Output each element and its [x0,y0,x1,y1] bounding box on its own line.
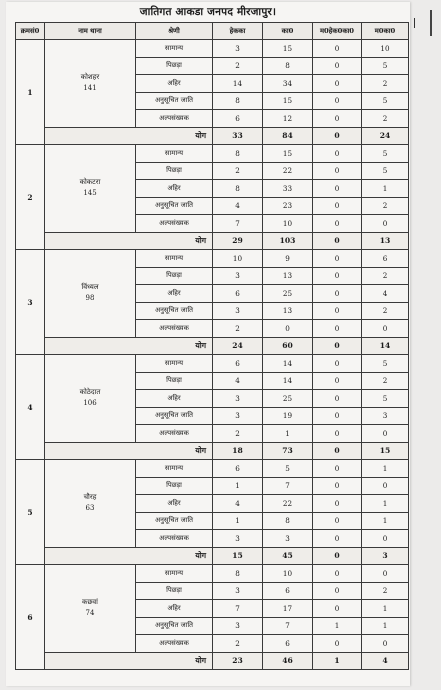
female-constable-value: 5 [362,390,409,408]
female-hc-value: 0 [313,267,362,285]
table-row [16,250,409,268]
female-hc-value: 0 [313,302,362,320]
female-constable-value: 0 [362,425,409,443]
female-hc-value: 0 [313,355,362,373]
station-name-cell [45,460,136,548]
category-cell: पिछड़ा [136,57,213,75]
category-cell: अहिर [136,180,213,198]
female-hc-value: 0 [313,75,362,93]
female-constable-value: 0 [362,565,409,583]
constable-value: 13 [263,302,313,320]
total-hc: 29 [213,232,263,250]
total-row [16,442,409,460]
total-female-hc: 0 [313,232,362,250]
category-cell: अनुसूचित जाति [136,92,213,110]
category-cell: पिछड़ा [136,372,213,390]
constable-value: 0 [263,320,313,338]
total-female-constable: 3 [362,547,409,565]
header-sno: क्रमसं0 [16,23,45,40]
female-hc-value: 0 [313,145,362,163]
hc-value: 3 [213,302,263,320]
constable-value: 10 [263,565,313,583]
category-cell: पिछड़ा [136,582,213,600]
female-hc-value: 0 [313,197,362,215]
female-hc-value: 0 [313,530,362,548]
female-hc-value: 0 [313,635,362,653]
hc-value: 4 [213,372,263,390]
female-constable-value: 2 [362,582,409,600]
station-count: 98 [85,294,95,303]
constable-value: 6 [263,582,313,600]
table-row [16,40,409,58]
station-count: 63 [85,504,95,513]
female-hc-value: 0 [313,110,362,128]
station-name-cell [45,145,136,233]
female-constable-value: 2 [362,372,409,390]
female-hc-value: 0 [313,250,362,268]
constable-value: 3 [263,530,313,548]
total-label: योग [45,652,213,670]
category-cell: सामान्य [136,460,213,478]
station-name-cell [45,565,136,653]
category-cell: अल्पसंख्यक [136,320,213,338]
category-cell: अनुसूचित जाति [136,197,213,215]
table-row [16,145,409,163]
header-station: नाम थाना [45,23,136,40]
total-female-hc: 0 [313,337,362,355]
station-serial: 1 [16,40,45,145]
category-cell: पिछड़ा [136,477,213,495]
female-constable-value: 0 [362,477,409,495]
constable-value: 22 [263,495,313,513]
category-cell: अनुसूचित जाति [136,302,213,320]
female-hc-value: 0 [313,285,362,303]
female-constable-value: 1 [362,617,409,635]
female-hc-value: 0 [313,92,362,110]
constable-value: 14 [263,355,313,373]
table-body [16,40,409,670]
female-constable-value: 5 [362,145,409,163]
hc-value: 2 [213,425,263,443]
female-constable-value: 0 [362,320,409,338]
category-cell: पिछड़ा [136,267,213,285]
category-cell: सामान्य [136,40,213,58]
total-constable: 46 [263,652,313,670]
female-hc-value: 0 [313,600,362,618]
category-cell: अहिर [136,495,213,513]
total-female-constable: 24 [362,127,409,145]
category-cell: सामान्य [136,565,213,583]
hc-value: 2 [213,320,263,338]
total-row [16,127,409,145]
hc-value: 1 [213,512,263,530]
hc-value: 6 [213,460,263,478]
total-row [16,652,409,670]
station-name: कोकटरा [79,178,101,187]
hc-value: 8 [213,145,263,163]
category-cell: अल्पसंख्यक [136,425,213,443]
total-female-hc: 0 [313,127,362,145]
female-constable-value: 1 [362,600,409,618]
total-constable: 73 [263,442,313,460]
hc-value: 10 [213,250,263,268]
hc-value: 7 [213,600,263,618]
category-cell: सामान्य [136,145,213,163]
category-cell: अल्पसंख्यक [136,110,213,128]
total-label: योग [45,547,213,565]
station-count: 106 [83,399,97,408]
total-female-constable: 13 [362,232,409,250]
female-hc-value: 0 [313,512,362,530]
female-hc-value: 0 [313,40,362,58]
header-category: श्रेणी [136,23,213,40]
female-constable-value: 5 [362,355,409,373]
female-hc-value: 0 [313,565,362,583]
station-serial: 5 [16,460,45,565]
female-constable-value: 10 [362,40,409,58]
constable-value: 6 [263,635,313,653]
total-row [16,547,409,565]
hc-value: 3 [213,530,263,548]
constable-value: 23 [263,197,313,215]
category-cell: सामान्य [136,355,213,373]
female-hc-value: 0 [313,407,362,425]
total-hc: 33 [213,127,263,145]
header-hc: हेकका [213,23,263,40]
constable-value: 22 [263,162,313,180]
hc-value: 14 [213,75,263,93]
hc-value: 6 [213,285,263,303]
station-name-cell [45,40,136,128]
document-title: जातिगत आकडा जनपद मीरजापुर। [139,6,277,18]
total-female-constable: 14 [362,337,409,355]
constable-value: 13 [263,267,313,285]
category-cell: अनुसूचित जाति [136,617,213,635]
total-hc: 15 [213,547,263,565]
total-constable: 103 [263,232,313,250]
station-name: चौरह [83,493,97,502]
category-cell: अनुसूचित जाति [136,512,213,530]
category-cell: पिछड़ा [136,162,213,180]
constable-value: 15 [263,145,313,163]
station-count: 74 [85,609,95,618]
female-constable-value: 1 [362,495,409,513]
female-constable-value: 0 [362,635,409,653]
female-constable-value: 1 [362,180,409,198]
hc-value: 3 [213,617,263,635]
total-row [16,232,409,250]
female-constable-value: 4 [362,285,409,303]
category-cell: अल्पसंख्यक [136,635,213,653]
total-female-hc: 1 [313,652,362,670]
margin-mark [414,18,415,28]
hc-value: 3 [213,40,263,58]
constable-value: 5 [263,460,313,478]
category-cell: अहिर [136,285,213,303]
hc-value: 7 [213,215,263,233]
female-constable-value: 1 [362,512,409,530]
station-name-cell [45,250,136,338]
header-female-constable: म0का0 [362,23,409,40]
constable-value: 15 [263,92,313,110]
constable-value: 8 [263,512,313,530]
constable-value: 12 [263,110,313,128]
constable-value: 25 [263,390,313,408]
document-sheet [6,2,410,686]
total-female-constable: 4 [362,652,409,670]
constable-value: 7 [263,617,313,635]
hc-value: 4 [213,197,263,215]
total-hc: 24 [213,337,263,355]
category-cell: अहिर [136,75,213,93]
total-female-hc: 0 [313,547,362,565]
total-label: योग [45,232,213,250]
constable-value: 17 [263,600,313,618]
hc-value: 1 [213,477,263,495]
constable-value: 8 [263,57,313,75]
hc-value: 2 [213,57,263,75]
constable-value: 34 [263,75,313,93]
caste-data-table [15,22,409,670]
hc-value: 3 [213,267,263,285]
category-cell: अल्पसंख्यक [136,530,213,548]
station-name: कछवां [82,598,98,607]
category-cell: अहिर [136,390,213,408]
female-hc-value: 0 [313,495,362,513]
hc-value: 8 [213,180,263,198]
category-cell: अनुसूचित जाति [136,407,213,425]
station-count: 141 [83,84,97,93]
table-row [16,355,409,373]
station-name: विंध्यल [81,283,99,292]
header-row [16,23,409,40]
constable-value: 33 [263,180,313,198]
female-hc-value: 0 [313,460,362,478]
total-label: योग [45,442,213,460]
station-name-cell [45,355,136,443]
station-name: कोठेदात [79,388,101,397]
female-hc-value: 0 [313,582,362,600]
total-constable: 45 [263,547,313,565]
category-cell: सामान्य [136,250,213,268]
total-constable: 60 [263,337,313,355]
hc-value: 3 [213,390,263,408]
female-hc-value: 0 [313,320,362,338]
female-constable-value: 3 [362,407,409,425]
total-female-hc: 0 [313,442,362,460]
station-serial: 4 [16,355,45,460]
hc-value: 3 [213,407,263,425]
station-serial: 6 [16,565,45,670]
hc-value: 8 [213,92,263,110]
total-label: योग [45,127,213,145]
station-serial: 3 [16,250,45,355]
constable-value: 25 [263,285,313,303]
constable-value: 9 [263,250,313,268]
constable-value: 14 [263,372,313,390]
hc-value: 4 [213,495,263,513]
margin-mark [430,10,432,36]
female-constable-value: 5 [362,57,409,75]
constable-value: 1 [263,425,313,443]
female-constable-value: 2 [362,267,409,285]
hc-value: 2 [213,635,263,653]
hc-value: 6 [213,110,263,128]
hc-value: 8 [213,565,263,583]
female-hc-value: 0 [313,162,362,180]
female-constable-value: 5 [362,162,409,180]
station-count: 145 [83,189,97,198]
female-hc-value: 0 [313,477,362,495]
female-hc-value: 0 [313,215,362,233]
female-hc-value: 0 [313,180,362,198]
total-hc: 18 [213,442,263,460]
hc-value: 3 [213,582,263,600]
female-constable-value: 2 [362,197,409,215]
header-constable: का0 [263,23,313,40]
female-constable-value: 1 [362,460,409,478]
category-cell: अहिर [136,600,213,618]
female-constable-value: 5 [362,92,409,110]
constable-value: 15 [263,40,313,58]
female-constable-value: 0 [362,215,409,233]
female-hc-value: 0 [313,57,362,75]
category-cell: अल्पसंख्यक [136,215,213,233]
station-serial: 2 [16,145,45,250]
hc-value: 2 [213,162,263,180]
total-hc: 23 [213,652,263,670]
female-hc-value: 1 [313,617,362,635]
header-female-hc: म0हेक0का0 [313,23,362,40]
total-label: योग [45,337,213,355]
constable-value: 7 [263,477,313,495]
female-constable-value: 2 [362,110,409,128]
female-constable-value: 2 [362,75,409,93]
total-row [16,337,409,355]
female-constable-value: 6 [362,250,409,268]
female-constable-value: 0 [362,530,409,548]
table-row [16,565,409,583]
total-constable: 84 [263,127,313,145]
hc-value: 6 [213,355,263,373]
female-hc-value: 0 [313,425,362,443]
constable-value: 19 [263,407,313,425]
constable-value: 10 [263,215,313,233]
table-row [16,460,409,478]
female-hc-value: 0 [313,372,362,390]
female-hc-value: 0 [313,390,362,408]
female-constable-value: 2 [362,302,409,320]
total-female-constable: 15 [362,442,409,460]
station-name: कोशहर [80,73,100,82]
